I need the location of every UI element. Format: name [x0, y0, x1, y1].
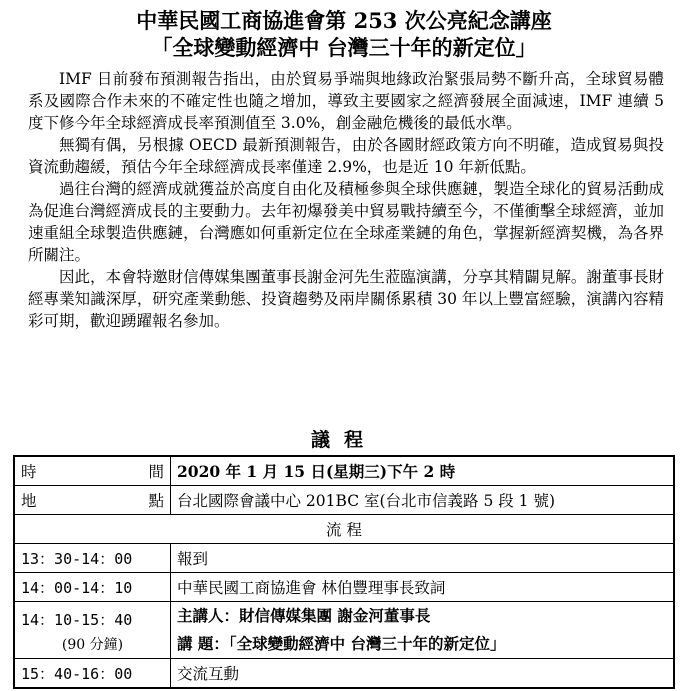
time-label-b: 間 [148, 463, 164, 481]
row-time: 14：00-14：10 [14, 573, 171, 602]
table-row [14, 573, 674, 602]
table-row [14, 515, 674, 544]
agenda-table [13, 455, 675, 689]
time-value: 2020 年 1 月 15 日(星期三)下午 2 時 [171, 456, 675, 486]
paragraph-4: 因此，本會特邀財信傳媒集團董事長謝金河先生蒞臨演講，分享其精闢見解。謝董事長財經專業知識深厚，研究產業動態、投資趨勢及兩岸關係累積 30 年以上豐富經驗，演講內容精彩可期，歡迎踴躍報名參加。 [28, 268, 664, 330]
row-time: 14：10-15：40 [21, 611, 133, 629]
intro-body [28, 68, 664, 332]
row-time: 13：30-14：00 [14, 544, 171, 573]
topic-line: 講 題：「全球變動經濟中 台灣三十年的新定位」 [177, 634, 506, 653]
time-label-cell [14, 456, 171, 486]
place-value: 台北國際會議中心 201BC 室(台北市信義路 5 段 1 號) [171, 486, 675, 515]
paragraph-3: 過往台灣的經濟成就獲益於高度自由化及積極參與全球供應鏈，製造全球化的貿易活動成為促進台灣經濟成長的主要動力。去年初爆發美中貿易戰持續至今，不僅衝擊全球經濟，並加速重組全球製造供應鏈，台灣應如何重新定位在全球產業鏈的角色，掌握新經濟契機，為各界所關注。 [28, 180, 664, 264]
table-row [14, 602, 674, 659]
place-label-b: 點 [148, 492, 164, 510]
table-row [14, 659, 674, 689]
page-subtitle: 「全球變動經濟中 台灣三十年的新定位」 [151, 35, 537, 60]
speaker-line: 主講人：財信傳媒集團 謝金河董事長 [177, 606, 431, 625]
agenda-title: 議程 [310, 429, 377, 451]
flow-header: 流 程 [14, 515, 674, 544]
page-title: 中華民國工商協進會第 253 次公亮紀念講座 [136, 8, 552, 33]
row-duration: (90 分鐘) [61, 637, 124, 653]
row-content: 中華民國工商協進會 林伯豐理事長致詞 [171, 573, 675, 602]
paragraph-1: IMF 日前發布預測報告指出，由於貿易爭端與地緣政治緊張局勢不斷升高，全球貿易體系及國際合作未來的不確定性也隨之增加，導致主要國家之經濟發展全面減速，IMF 連續 5 度下修今年全球經濟成長率預測值至 3.0%，創金融危機後的最低水準。 [28, 70, 664, 132]
row-time: 15：40-16：00 [14, 659, 171, 689]
place-label-a: 地 [21, 492, 37, 510]
speech-time-cell [14, 602, 171, 659]
place-label-cell [14, 486, 171, 515]
row-content: 報到 [171, 544, 675, 573]
speech-cell [171, 602, 675, 659]
time-label-a: 時 [21, 463, 37, 481]
row-content: 交流互動 [171, 659, 675, 689]
table-row [14, 486, 674, 515]
table-row [14, 544, 674, 573]
paragraph-2: 無獨有偶，另根據 OECD 最新預測報告，由於各國財經政策方向不明確，造成貿易與投資流動趨緩，預估今年全球經濟成長率僅達 2.9%，也是近 10 年新低點。 [28, 136, 664, 176]
table-row [14, 456, 674, 486]
